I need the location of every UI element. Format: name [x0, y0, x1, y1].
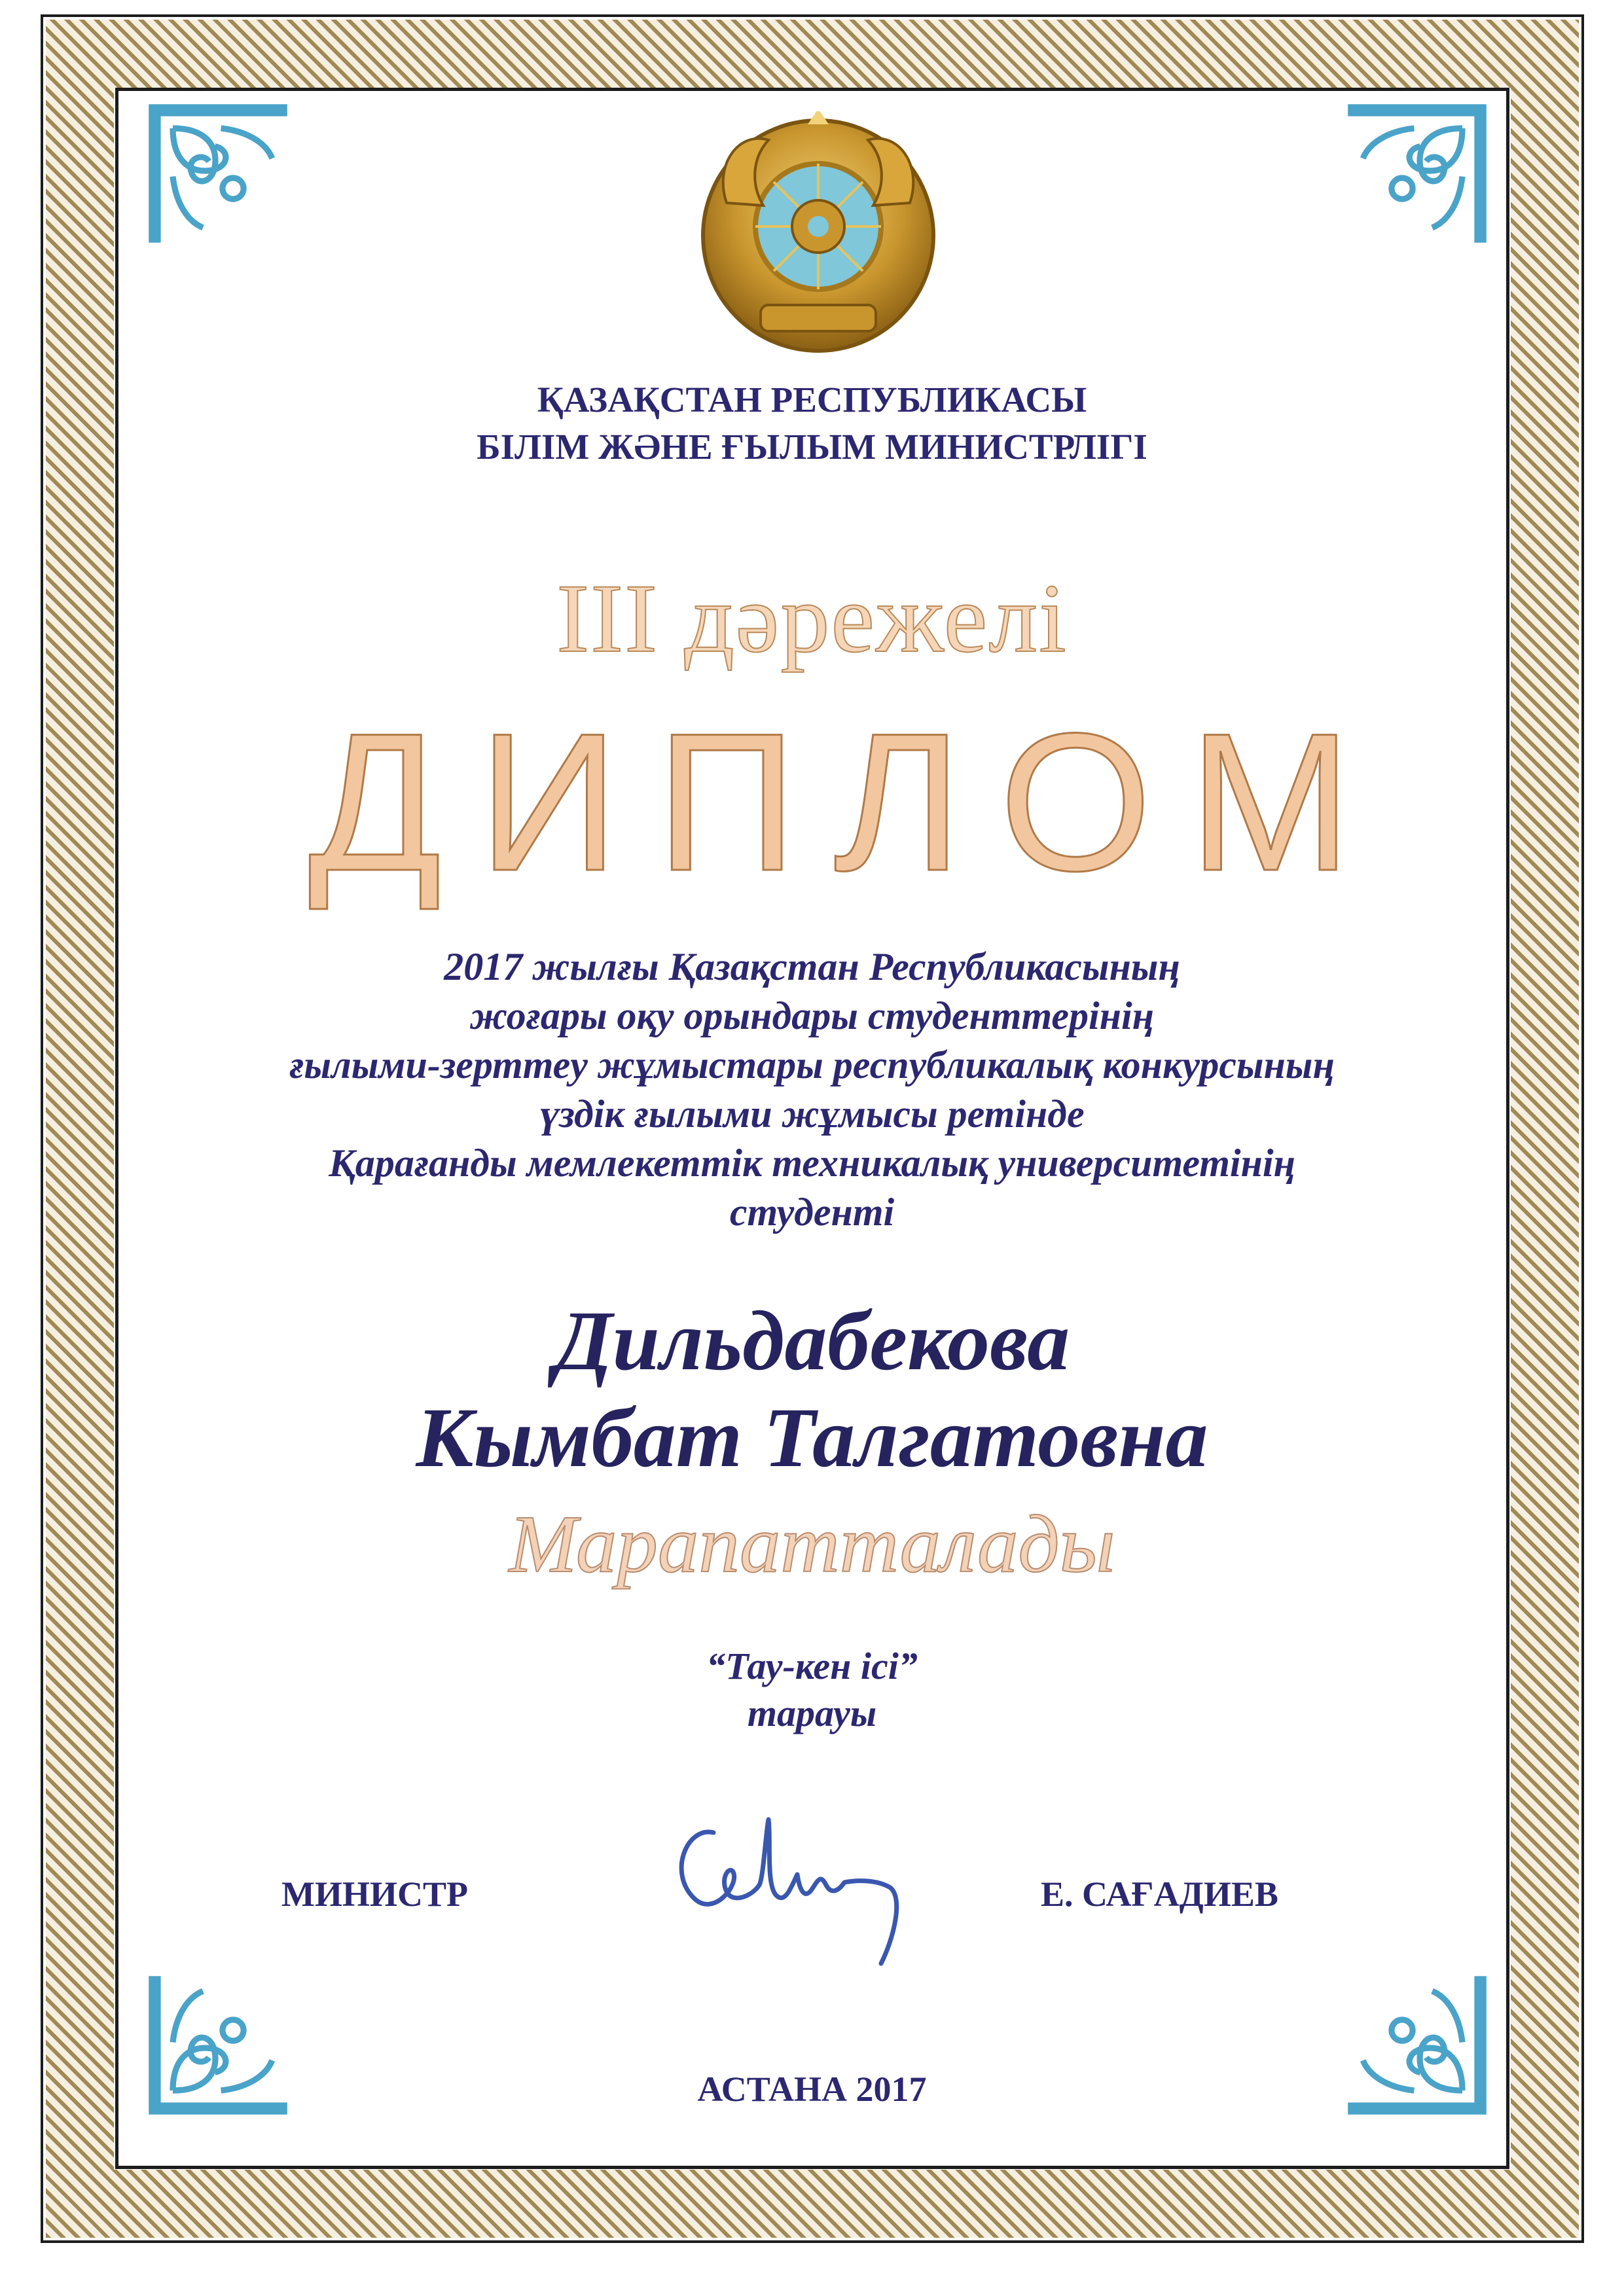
recipient-name [131, 1293, 1493, 1486]
recipient-given-names: Кымбат Талгатовна [416, 1391, 1208, 1485]
section-name: “Тау-кен ісі” [706, 1645, 918, 1687]
description-line: Қарағанды мемлекеттік техникалық университетінің [329, 1141, 1295, 1185]
state-emblem-icon [687, 111, 949, 360]
section-label: тарауы [747, 1692, 877, 1734]
diploma-title: ДИПЛОМ [308, 692, 1389, 912]
signature-icon [661, 1793, 936, 1983]
description-line: үздік ғылыми жұмысы ретінде [539, 1092, 1085, 1136]
description-line: 2017 жылғы Қазақстан Республикасының [444, 945, 1180, 988]
description-line: студенті [729, 1191, 895, 1234]
awarded-text: Марапатталады [509, 1499, 1115, 1590]
place-year: АСТАНА 2017 [697, 2070, 927, 2109]
ministry-line-2: БІЛІМ ЖӘНЕ ҒЫЛЫМ МИНИСТРЛІГІ [477, 427, 1147, 467]
ministry-line-1: ҚАЗАҚСТАН РЕСПУБЛИКАСЫ [537, 380, 1087, 420]
corner-ornament-icon [1342, 98, 1492, 249]
signatory-name: Е. САҒАДИЕВ [1041, 1874, 1278, 1914]
corner-ornament-icon [143, 98, 293, 249]
degree-title: III дәрежелі [556, 564, 1068, 673]
award-description [131, 942, 1493, 1237]
recipient-surname: Дильдабекова [554, 1294, 1070, 1388]
description-line: ғылыми-зерттеу жұмыстары республикалық конкурсының [289, 1043, 1335, 1086]
signatory-position: МИНИСТР [281, 1874, 468, 1914]
section-block [131, 1643, 1493, 1737]
description-line: жоғары оқу орындары студенттерінің [470, 994, 1154, 1037]
ministry-header [131, 376, 1493, 471]
